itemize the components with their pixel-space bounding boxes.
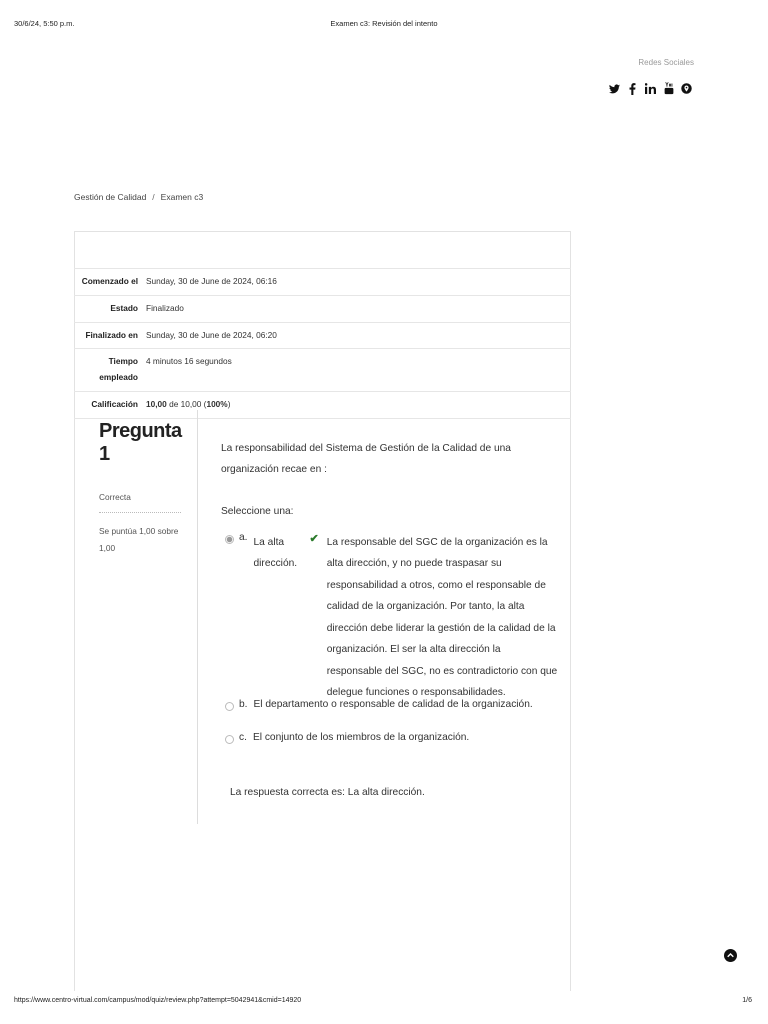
select-one-label: Seleccione una:: [221, 506, 294, 517]
option-letter: b.: [239, 699, 248, 710]
summary-value: Finalizado: [146, 302, 184, 313]
breadcrumb-separator: /: [152, 192, 155, 202]
print-document-title: Examen c3: Revisión del intento: [330, 19, 438, 28]
question-title: Pregunta 1: [99, 420, 182, 465]
option-c-radio[interactable]: [225, 735, 234, 744]
option-c[interactable]: [225, 732, 469, 744]
print-page-number: 1/6: [742, 997, 752, 1004]
summary-grade-value: [142, 392, 571, 418]
summary-value: 4 minutos 16 segundos: [146, 356, 232, 367]
attempt-summary-table: [74, 268, 571, 419]
summary-label: Tiempo empleado: [99, 356, 138, 382]
breadcrumb: [74, 192, 203, 202]
breadcrumb-exam-link[interactable]: Examen c3: [160, 192, 204, 202]
summary-row-finished: [74, 322, 571, 349]
print-url: https://www.centro-virtual.com/campus/mod/quiz/review.php?attempt=5042941&cmid=14920: [14, 997, 302, 1004]
social-label: Redes Sociales: [638, 58, 694, 67]
grade-close: ): [227, 398, 231, 409]
facebook-icon[interactable]: [627, 82, 638, 95]
question-divider: [197, 410, 198, 824]
summary-label: Comenzado el: [81, 276, 138, 286]
youtube-icon[interactable]: [663, 82, 674, 95]
summary-value: Sunday, 30 de June de 2024, 06:16: [146, 276, 277, 286]
summary-label: Finalizado en: [85, 329, 138, 340]
print-header: [0, 19, 768, 31]
linkedin-icon[interactable]: [645, 82, 656, 95]
summary-label: Calificación: [91, 398, 138, 409]
location-icon[interactable]: [681, 82, 692, 95]
social-section: [638, 58, 694, 67]
option-c-text: El conjunto de los miembros de la organización.: [252, 732, 470, 743]
question-grade: Se puntúa 1,00 sobre 1,00: [99, 526, 179, 553]
question-state: Correcta: [99, 492, 181, 513]
option-letter: c.: [239, 732, 247, 743]
question-text: La responsabilidad del Sistema de Gestión de la Calidad de una organización recae en :: [221, 443, 511, 476]
grade-out-of: de 10,00 (: [169, 398, 207, 409]
summary-row-time: [74, 348, 571, 391]
option-a[interactable]: [225, 532, 559, 703]
summary-row-grade: [74, 391, 571, 419]
social-icons: [609, 82, 692, 95]
summary-row-state: [74, 295, 571, 322]
grade-score: 10,00: [146, 398, 167, 409]
twitter-icon[interactable]: [609, 82, 620, 95]
option-a-feedback: La responsable del SGC de la organización es la alta dirección, y no puede traspasar su responsabilidad a otros, como el responsable de calidad de la organización. Por tanto, la alta dirección debe liderar la gestión de la calidad de la organización. El ser la alta dirección la responsable del SGC, no es contradictorio con que delegue funciones o responsabilidades.: [326, 537, 558, 698]
check-icon: ✔: [309, 533, 319, 545]
option-b-radio[interactable]: [225, 702, 234, 711]
question-info: [99, 420, 189, 556]
option-letter: a.: [239, 532, 248, 543]
print-timestamp: 30/6/24, 5:50 p.m.: [14, 19, 75, 28]
grade-percent: 100%: [206, 398, 228, 409]
summary-label: Estado: [110, 302, 138, 313]
option-a-text: La alta dirección.: [253, 537, 298, 570]
summary-row-started: [74, 268, 571, 295]
option-b[interactable]: [225, 699, 533, 711]
summary-value: Sunday, 30 de June de 2024, 06:20: [146, 329, 277, 340]
option-b-text: El departamento o responsable de calidad de la organización.: [253, 699, 533, 710]
correct-answer-text: La respuesta correcta es: La alta dirección.: [230, 787, 425, 798]
breadcrumb-course-link[interactable]: Gestión de Calidad: [74, 192, 147, 202]
chevron-up-icon[interactable]: [724, 949, 737, 962]
option-a-radio[interactable]: [225, 535, 234, 544]
